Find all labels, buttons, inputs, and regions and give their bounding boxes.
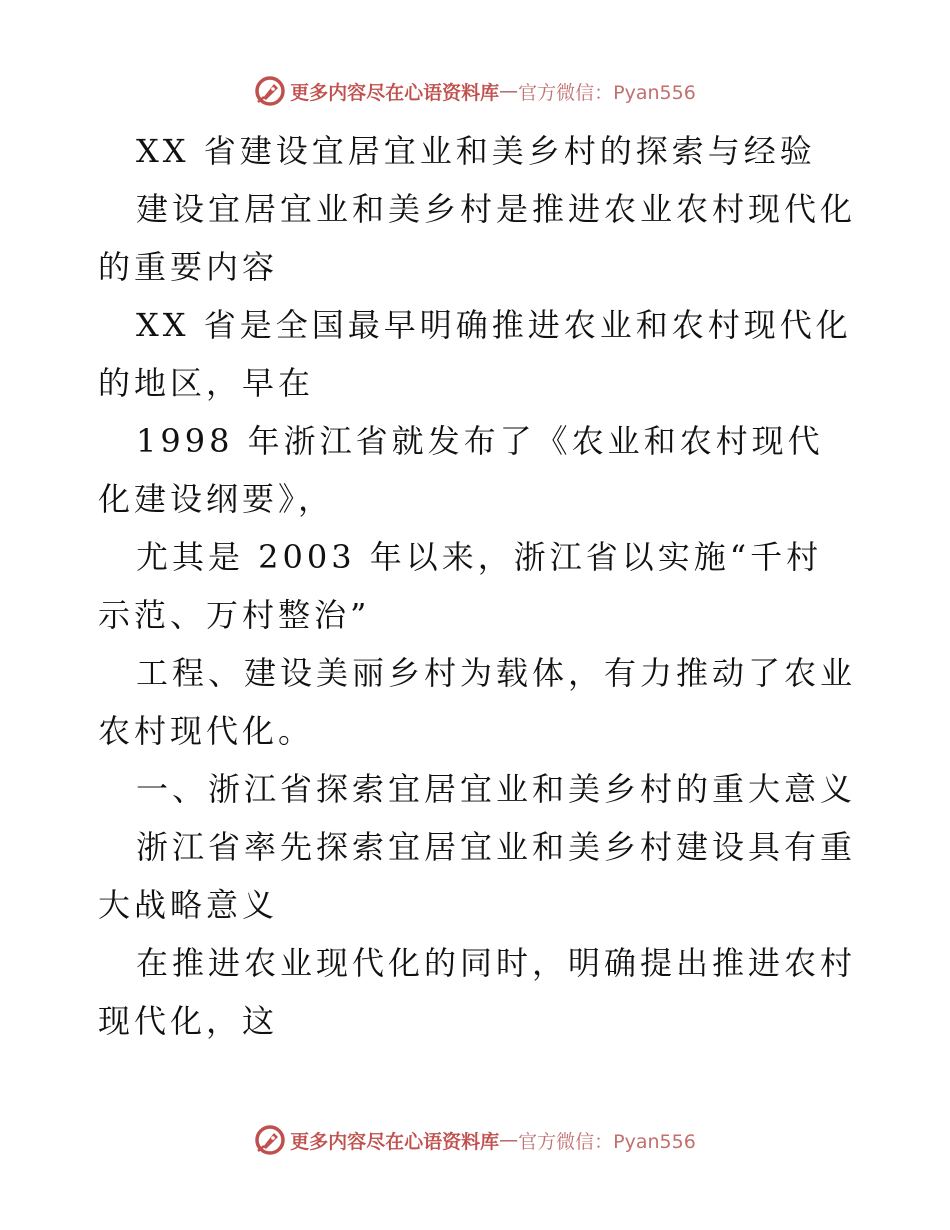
- footer-banner: [0, 1120, 950, 1160]
- banner-title: 更多内容尽在心语资料库: [290, 81, 500, 104]
- paragraph: 尤其是 2003 年以来，浙江省以实施“千村示范、万村整治”: [98, 538, 823, 634]
- paragraph: 在推进农业现代化的同时，明确提出推进农村现代化，这: [98, 944, 857, 1040]
- document-title: XX 省建设宜居宜业和美乡村的探索与经验: [136, 132, 816, 170]
- section-heading: 一、浙江省探索宜居宜业和美乡村的重大意义: [136, 770, 857, 808]
- banner-dash: —: [499, 80, 519, 102]
- banner-dash: —: [499, 1129, 519, 1151]
- paragraph: XX 省是全国最早明确推进农业和农村现代化的地区，早在: [98, 306, 852, 402]
- header-banner: [0, 71, 950, 111]
- document-body: [98, 122, 858, 1050]
- paragraph: 建设宜居宜业和美乡村是推进农业农村现代化的重要内容: [98, 190, 857, 286]
- pen-nib-circle-icon: [254, 1124, 286, 1156]
- paragraph: 浙江省率先探索宜居宜业和美乡村建设具有重大战略意义: [98, 828, 857, 924]
- paragraph: 工程、建设美丽乡村为载体，有力推动了农业农村现代化。: [98, 654, 857, 750]
- banner-wechat: 官方微信：Pyan556: [518, 1130, 696, 1153]
- banner-wechat: 官方微信：Pyan556: [518, 81, 696, 104]
- banner-title: 更多内容尽在心语资料库: [290, 1130, 500, 1153]
- paragraph: 1998 年浙江省就发布了《农业和农村现代化建设纲要》，: [98, 422, 824, 518]
- pen-nib-circle-icon: [254, 75, 286, 107]
